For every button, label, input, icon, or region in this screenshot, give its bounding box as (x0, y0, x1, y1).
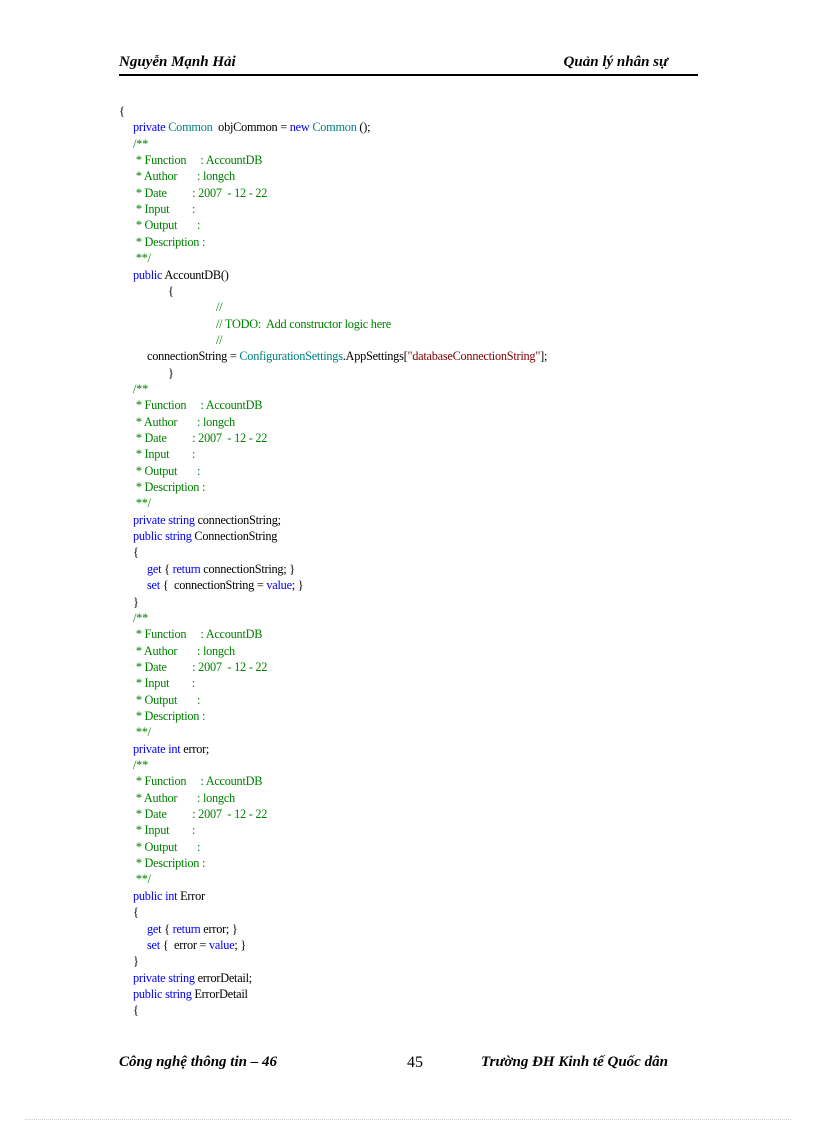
code-line (133, 217, 200, 233)
code-line (133, 741, 209, 757)
code-token-plain: errorDetail; (194, 970, 252, 985)
code-token-plain: ConnectionString (191, 529, 278, 544)
code-line (133, 594, 139, 610)
code-token-comment: * Date : 2007 - 12 - 22 (133, 659, 268, 674)
code-token-keyword: value (209, 937, 235, 952)
code-line (133, 724, 151, 740)
code-token-keyword: string (165, 986, 192, 1001)
code-token-keyword: public (133, 529, 163, 544)
code-line (133, 708, 205, 724)
code-token-comment: * Output : (133, 463, 201, 478)
code-line (133, 381, 148, 397)
code-line (133, 201, 195, 217)
code-token-comment: /** (133, 381, 148, 396)
code-token-plain: error; } (200, 921, 238, 936)
code-line (133, 855, 205, 871)
code-line (147, 937, 246, 953)
code-line (133, 773, 262, 789)
code-line (168, 365, 174, 381)
code-line (147, 577, 303, 593)
code-line (133, 675, 195, 691)
code-token-comment: // (216, 300, 223, 315)
code-token-plain: ; } (234, 937, 247, 952)
code-token-comment: * Date : 2007 - 12 - 22 (133, 431, 268, 445)
code-line (133, 626, 262, 642)
code-token-plain: { (161, 561, 173, 576)
code-token-keyword: string (168, 970, 195, 985)
code-token-comment: * Description : (133, 234, 206, 249)
code-token-comment: * Date : 2007 - 12 - 22 (133, 807, 268, 822)
code-line (216, 332, 222, 348)
code-token-comment: * Input : (133, 202, 196, 217)
footer-course: Công nghệ thông tin – 46 (119, 1054, 277, 1070)
code-token-comment: * Input : (133, 676, 196, 691)
code-line (133, 871, 151, 887)
code-line (133, 659, 267, 675)
code-token-comment: * Author : longch (133, 414, 235, 429)
code-line (216, 316, 391, 332)
code-token-plain: { (161, 921, 173, 936)
code-token-keyword: public (133, 986, 163, 1001)
code-token-keyword: private (133, 970, 166, 985)
code-token-comment: /** (133, 136, 148, 151)
code-token-plain: { (133, 905, 139, 920)
code-token-comment: * Input : (133, 447, 196, 462)
code-token-type: Common (168, 120, 213, 135)
code-line (133, 888, 205, 904)
code-line (133, 446, 195, 462)
code-token-comment: * Function : AccountDB (133, 774, 263, 789)
code-token-comment: * Author : longch (133, 169, 235, 184)
code-token-plain: Error (177, 888, 205, 903)
code-line (168, 283, 174, 299)
footer-school: Trường ĐH Kinh tế Quốc dân (481, 1054, 668, 1070)
code-line (133, 136, 148, 152)
code-token-keyword: get (147, 561, 162, 576)
code-line (133, 839, 200, 855)
code-token-comment: * Function : AccountDB (133, 153, 263, 168)
code-token-plain: objCommon = (212, 120, 290, 135)
code-line (133, 495, 151, 511)
code-token-keyword: string (168, 512, 195, 527)
code-line (133, 250, 151, 266)
code-line (147, 348, 547, 364)
code-line (133, 643, 235, 659)
code-token-comment: **/ (133, 725, 151, 740)
code-token-plain: ]; (540, 349, 548, 364)
code-line (133, 397, 262, 413)
code-token-keyword: public (133, 267, 163, 282)
code-line (133, 904, 139, 920)
code-line (133, 267, 229, 283)
code-token-keyword: return (172, 561, 201, 576)
page-footer (119, 1052, 698, 1074)
code-token-plain: } (168, 365, 174, 380)
code-token-comment: **/ (133, 496, 151, 511)
code-token-comment: * Description : (133, 480, 206, 495)
code-line (133, 822, 195, 838)
code-token-comment: // (216, 332, 223, 347)
code-token-comment: /** (133, 758, 148, 772)
code-token-string: "databaseConnectionString" (407, 349, 541, 364)
code-token-keyword: private (133, 741, 166, 756)
code-line (133, 528, 277, 544)
code-token-plain: { connectionString = (159, 578, 267, 593)
page-number: 45 (407, 1054, 423, 1071)
code-token-plain: AccountDB() (162, 267, 229, 282)
code-line (133, 692, 200, 708)
code-token-comment: * Description : (133, 856, 206, 871)
code-token-comment: * Function : AccountDB (133, 398, 263, 413)
code-line (147, 921, 238, 937)
code-token-keyword: public (133, 888, 163, 903)
code-token-plain: ; } (291, 578, 304, 593)
code-line (133, 512, 281, 528)
page-bottom-divider (25, 1119, 791, 1120)
code-line (133, 953, 139, 969)
code-token-comment: * Output : (133, 839, 201, 854)
code-line (133, 757, 148, 773)
code-line (133, 1002, 139, 1018)
header-author: Nguyễn Mạnh Hải (119, 54, 236, 70)
code-token-plain: ErrorDetail (191, 986, 248, 1001)
code-token-keyword: private (133, 120, 166, 135)
code-token-keyword: new (289, 120, 310, 135)
code-token-keyword: set (147, 937, 160, 952)
code-token-keyword: int (168, 741, 181, 756)
code-token-type: Common (312, 120, 357, 135)
code-token-keyword: private (133, 512, 166, 527)
code-token-plain: error; (180, 741, 210, 756)
code-token-comment: * Date : 2007 - 12 - 22 (133, 185, 268, 200)
code-line (133, 970, 252, 986)
code-token-comment: * Author : longch (133, 643, 235, 658)
code-token-plain: { (133, 1003, 139, 1018)
code-line (216, 299, 222, 315)
header-title: Quản lý nhân sự (563, 54, 668, 70)
code-token-type: ConfigurationSettings (239, 349, 343, 364)
code-token-keyword: string (165, 529, 192, 544)
code-token-comment: * Function : AccountDB (133, 627, 263, 642)
code-token-comment: **/ (133, 251, 151, 266)
code-token-keyword: set (147, 578, 160, 593)
code-token-plain: } (133, 594, 139, 609)
code-token-comment: /** (133, 610, 148, 625)
code-line (133, 463, 200, 479)
code-token-comment: **/ (133, 872, 151, 887)
code-line (133, 610, 148, 626)
code-line (119, 103, 125, 119)
code-line (133, 806, 267, 822)
code-token-plain: connectionString; } (200, 561, 295, 576)
page-header (119, 52, 698, 76)
code-token-comment: // TODO: Add constructor logic here (216, 316, 391, 331)
code-token-comment: * Output : (133, 218, 201, 233)
code-token-keyword: get (147, 921, 162, 936)
code-line (133, 414, 235, 430)
code-token-plain: } (133, 954, 139, 969)
code-token-comment: * Description : (133, 708, 206, 723)
code-line (133, 152, 262, 168)
code-token-keyword: return (172, 921, 201, 936)
code-token-comment: * Input : (133, 823, 196, 838)
code-line (133, 430, 267, 446)
code-line (133, 790, 235, 806)
code-token-comment: * Author : longch (133, 790, 235, 805)
code-line (133, 185, 267, 201)
code-token-comment: * Output : (133, 692, 201, 707)
code-token-plain: connectionString = (147, 349, 240, 364)
code-token-keyword: value (266, 578, 292, 593)
code-line (133, 479, 205, 495)
code-line (133, 986, 248, 1002)
code-token-plain: .AppSettings[ (342, 349, 408, 364)
code-line (147, 561, 295, 577)
code-token-plain: { (119, 104, 125, 118)
code-token-keyword: int (165, 888, 178, 903)
code-token-plain: { (168, 283, 174, 298)
code-token-plain: { (133, 545, 139, 560)
code-line (133, 168, 235, 184)
code-token-plain: connectionString; (194, 512, 281, 527)
code-token-plain: { error = (159, 937, 210, 952)
code-line (133, 119, 370, 135)
code-token-plain: (); (356, 120, 371, 135)
code-line (133, 234, 205, 250)
code-line (133, 544, 139, 560)
